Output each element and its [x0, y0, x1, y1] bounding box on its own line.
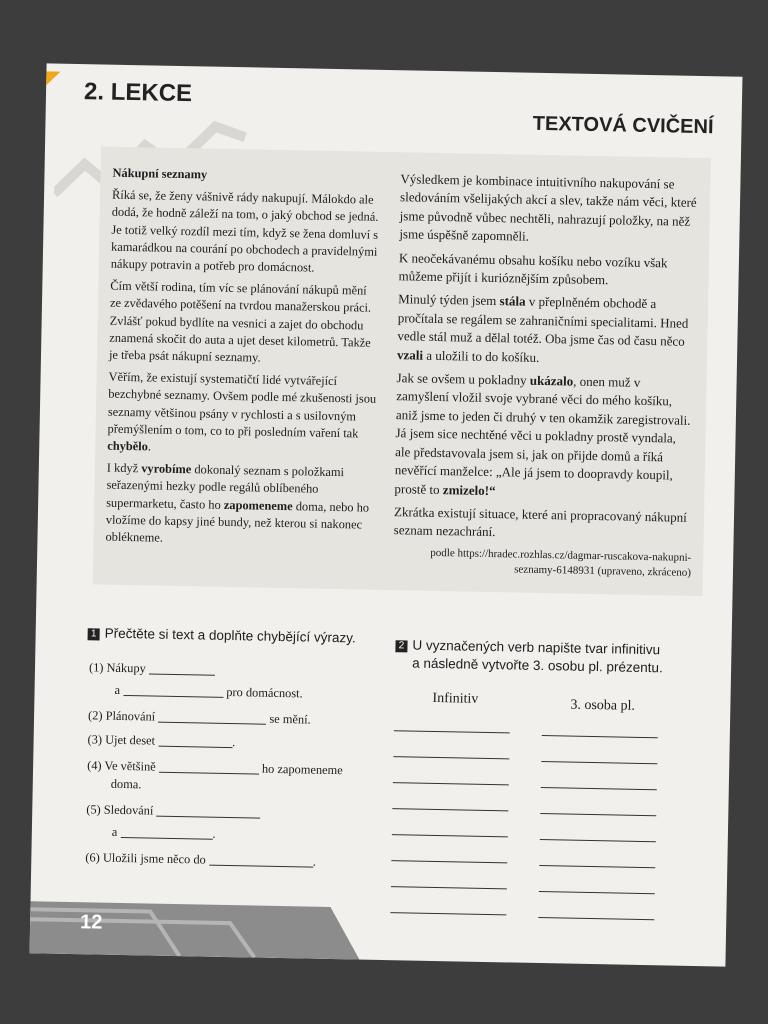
text-run: dokonalý seznam s položkami seřazenými hezky podle regálů oblíbeného supermarketu, často ho	[106, 462, 345, 512]
infinitive-answer-line[interactable]	[394, 730, 510, 733]
item-text: (2) Plánování	[87, 708, 156, 724]
answer-blank[interactable]	[149, 661, 215, 675]
column-header-infinitive: Infinitiv	[432, 690, 479, 707]
reading-panel	[93, 146, 711, 596]
item-text: .	[212, 826, 216, 841]
workbook-page	[30, 63, 743, 966]
infinitive-answer-line[interactable]	[393, 756, 509, 759]
article-paragraph: K neočekávanému obsahu košíku nebo vozíku však můžeme přijít i kurióznějším způsobem.	[398, 249, 668, 288]
column-header-third-person: 3. osoba pl.	[570, 697, 636, 714]
exercise-1-title	[88, 624, 356, 647]
text-run: , onen muž v zamyšlení vložil svoje vybrané věci do mého košíku, aniž jsme to jeden či druhý v ten okamžik zaregistrovali. Já jsem sice nechtěné věci u pokladny prostě vyndala, ale představovala jsem si, jak on přijde domů a říká nevěřící manželce: „Ale já jsem to doopravdy koupil, prostě to	[394, 373, 691, 497]
item-text: ho zapomeneme	[261, 761, 343, 778]
item-text: .	[312, 854, 317, 869]
highlighted-verb: chybělo	[107, 438, 149, 454]
article-paragraph	[397, 291, 696, 370]
exercise-instruction: a následně vytvořte 3. osobu pl. prézentu.	[412, 655, 663, 676]
item-text: (4) Ve většině	[87, 758, 156, 774]
text-run: “	[488, 482, 496, 498]
corner-accent	[46, 71, 60, 85]
article-paragraph: Výsledkem je kombinace intuitivního nakupování se sledováním všelijakých akcí a slev, takže nám věci, které jsme původně vůbec nechtěli, nahrazují položky, na něž jsme úspěšně zapomněli.	[399, 171, 697, 244]
article-paragraph	[107, 369, 377, 460]
exercise-item	[88, 708, 311, 727]
answer-blank[interactable]	[120, 825, 212, 840]
section-title: TEXTOVÁ CVIČENÍ	[532, 112, 714, 139]
highlighted-verb: stála	[499, 293, 526, 310]
exercise-item	[87, 758, 343, 778]
exercise-item	[85, 850, 316, 869]
exercise-item	[87, 732, 235, 750]
answer-blank[interactable]	[123, 683, 223, 698]
item-text: (6) Uložili jsme něco do	[85, 850, 206, 867]
answer-blank[interactable]	[209, 853, 313, 868]
text-run: a uložili to do košíku.	[422, 347, 540, 365]
answer-blank[interactable]	[158, 734, 232, 748]
third-person-answer-line[interactable]	[540, 813, 656, 816]
infinitive-answer-line[interactable]	[392, 834, 508, 837]
text-run: doma, nebo ho vložíme do kapsy jiné bundy, než kterou si nakonec oblékneme.	[105, 498, 370, 545]
exercise-item	[114, 683, 302, 702]
text-run: .	[147, 439, 152, 454]
third-person-answer-line[interactable]	[540, 839, 656, 842]
footer-band	[30, 891, 727, 966]
exercise-item	[86, 802, 260, 820]
exercise-item	[112, 825, 216, 842]
answer-blank[interactable]	[159, 760, 259, 775]
highlighted-verb: vyrobíme	[141, 461, 192, 477]
third-person-answer-line[interactable]	[541, 787, 657, 790]
article-paragraph: Zkrátka existují situace, které ani propracovaný nákupní seznam nezachrání.	[393, 504, 687, 540]
answer-blank[interactable]	[156, 804, 260, 819]
article-paragraph	[394, 369, 694, 504]
article-paragraph: Říká se, že ženy vášnivě rády nakupují. Málokdo ale dodá, že hodně záleží na tom, o jaký obchod se jedná. Je totiž velký rozdíl mezi tím, když se žena domluví s kamarádkou na courání po obchodech a pravidelnými nákupy potravin a potřeb pro domácnost.	[110, 187, 379, 275]
exercise-item	[89, 660, 215, 677]
exercise-2-title	[395, 636, 663, 677]
exercise-item	[111, 777, 142, 793]
item-text: se mění.	[269, 711, 311, 727]
highlighted-verb: vzali	[396, 346, 424, 363]
infinitive-answer-line[interactable]	[392, 808, 508, 811]
item-text: (5) Sledování	[86, 802, 154, 818]
item-text: a	[111, 824, 118, 839]
item-text: .	[232, 735, 236, 750]
item-text: a	[114, 682, 121, 697]
exercise-number-badge: 2	[395, 640, 407, 652]
exercise-instruction: Přečtěte si text a doplňte chybějící výrazy.	[104, 625, 356, 646]
text-run: I když	[106, 460, 142, 476]
article-heading: Nákupní seznamy	[112, 165, 208, 182]
item-text: (1) Nákupy	[88, 660, 146, 676]
exercise-2	[396, 630, 696, 714]
page-number: 12	[79, 911, 103, 934]
item-text: (3) Ujet deset	[87, 732, 156, 748]
item-text: doma.	[110, 776, 142, 792]
third-person-answer-line[interactable]	[542, 735, 658, 738]
text-run: Věřím, že existují systematičtí lidé vytvářející bezchybné seznamy. Ovšem podle mé zkušenosti jsou seznamy většinou psány v rychlosti a s usilovným přemýšlením o tom, co to při posledním vaření tak	[107, 369, 377, 441]
lesson-title: 2. LEKCE	[83, 78, 193, 108]
exercise-number-badge: 1	[88, 628, 100, 640]
answer-blank[interactable]	[158, 710, 266, 725]
article-paragraph	[105, 460, 375, 551]
article-right-column	[393, 170, 699, 585]
article-source: podle https://hradec.rozhlas.cz/dagmar-ruscakova-nakupni-seznamy-6148931 (upraveno, zkráceno)	[430, 546, 692, 579]
article-left-column	[105, 165, 380, 556]
third-person-answer-line[interactable]	[541, 761, 657, 764]
text-run: Minulý týden jsem	[398, 291, 500, 309]
exercise-instruction: U vyznačených verb napište tvar infinitivu	[412, 637, 661, 658]
highlighted-verb: ukázalo	[529, 372, 574, 389]
highlighted-verb: zmizelo!	[442, 481, 490, 498]
exercise-1	[85, 624, 388, 869]
infinitive-answer-line[interactable]	[391, 886, 507, 889]
infinitive-answer-line[interactable]	[393, 782, 509, 785]
text-run: Jak se ovšem u pokladny	[396, 370, 530, 388]
third-person-answer-line[interactable]	[539, 865, 655, 868]
text-run: v přeplněném obchodě a pročítala se regálem se zahraničními specialitami. Hned vedle stál muž a dělal totéž. Oba jsme čas od času něco	[397, 294, 689, 349]
article-paragraph: Čím větší rodina, tím víc se plánování nákupů mění ze zvědavého potěšení na tvrdou manažerskou práci. Zvlášť pokud bydlíte na vesnici a zajet do obchodu znamená skočit do auta a ujet deset kilometrů. Takže je třeba psát nákupní seznamy.	[108, 278, 372, 365]
item-text: pro domácnost.	[226, 684, 303, 701]
third-person-answer-line[interactable]	[539, 891, 655, 894]
highlighted-verb: zapomeneme	[223, 497, 293, 513]
infinitive-answer-line[interactable]	[391, 860, 507, 863]
